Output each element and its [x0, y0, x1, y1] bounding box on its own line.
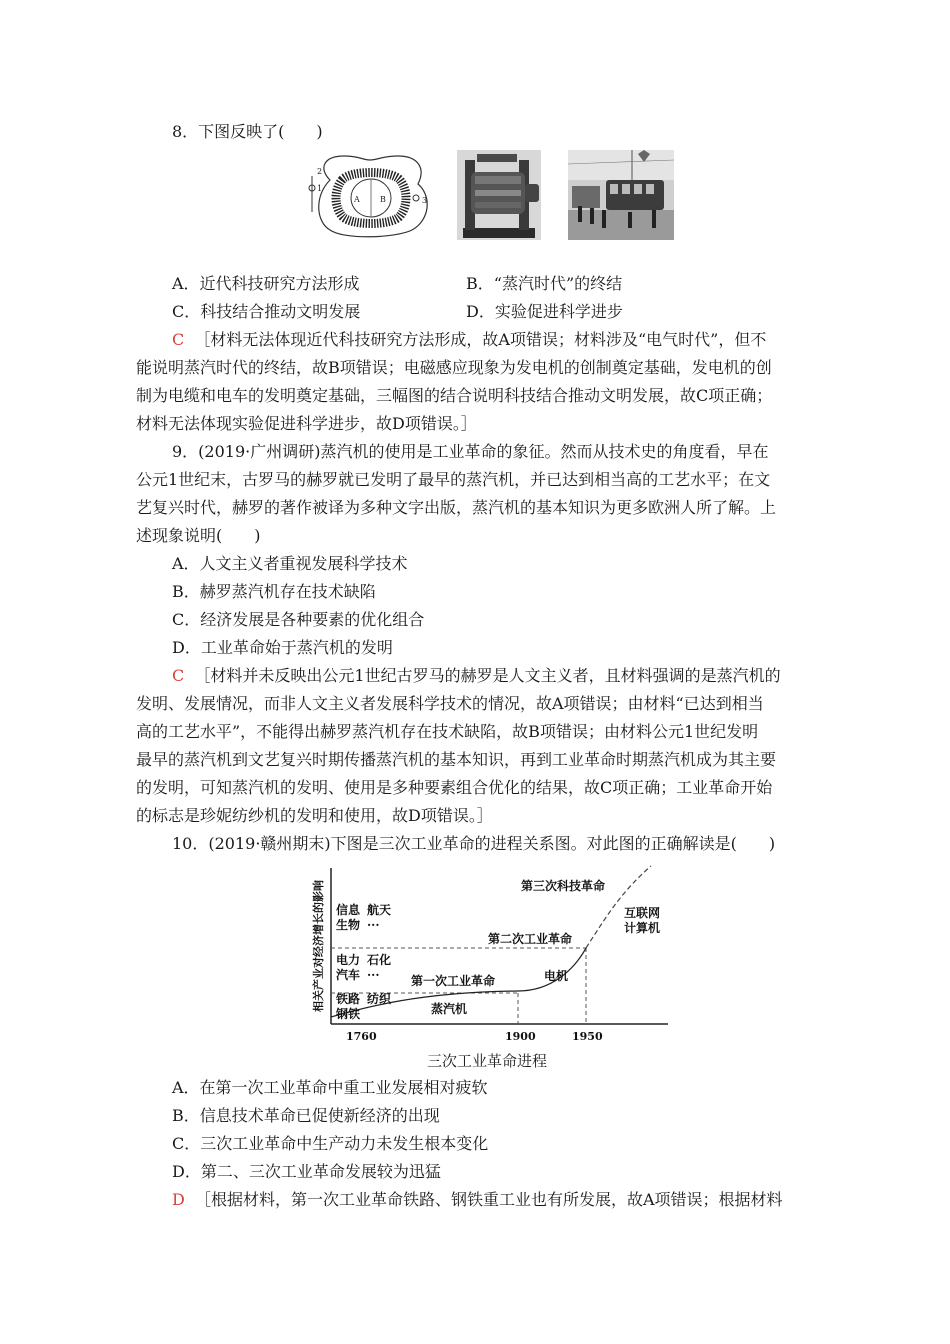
q8-explanation-3: 制为电缆和电车的发明奠定基础，三幅图的结合说明科技结合推动文明发展，故C项正确； — [136, 386, 773, 405]
coil-2-label: 2 — [317, 167, 323, 176]
q9-answer-line — [172, 665, 781, 687]
x-tick-1950: 1950 — [572, 1030, 603, 1043]
industry-2-ellipsis: ··· — [367, 968, 380, 982]
q9-explanation-4: 最早的蒸汽机到文艺复兴时期传播蒸汽机的基本知识，再到工业革命时期蒸汽机成为其主要 — [136, 750, 777, 769]
third-revolution-label: 第三次科技革命 — [521, 879, 606, 893]
q10-answer: D — [172, 1190, 185, 1209]
industry-automobile: 汽车 — [336, 968, 361, 982]
steam-engine-label: 蒸汽机 — [431, 1002, 468, 1016]
q9-option-c: C．经济发展是各种要素的优化组合 — [172, 610, 425, 629]
q8-option-b: B．“蒸汽时代”的终结 — [466, 274, 623, 293]
q9-explanation-1: ［材料并未反映出公元1世纪古罗马的赫罗是人文主义者，且材料强调的是蒸汽机的 — [194, 666, 781, 685]
q8-explanation-4: 材料无法体现实验促进科学进步，故D项错误。］ — [136, 414, 477, 433]
internet-label: 互联网 — [624, 906, 661, 920]
computer-label: 计算机 — [624, 921, 661, 935]
q10-option-d: D．第二、三次工业革命发展较为迅猛 — [172, 1162, 441, 1181]
industry-steel: 钢铁 — [336, 1007, 361, 1021]
q10-answer-line — [172, 1189, 783, 1211]
q8-explanation-1: ［材料无法体现近代科技研究方法形成，故A项错误；材料涉及“电气时代”，但不 — [194, 330, 767, 349]
q9-stem-2: 公元1世纪末，古罗马的赫罗就已发明了最早的蒸汽机，并已达到相当高的工艺水平；在文 — [136, 470, 771, 489]
q9-option-a: A．人文主义者重视发展科学技术 — [172, 554, 408, 573]
q9-explanation-6: 的标志是珍妮纺纱机的发明和使用，故D项错误。］ — [136, 806, 493, 825]
y-axis-label: 相关产业对经济增长的影响 — [312, 880, 325, 1012]
industry-3-ellipsis: ··· — [367, 918, 380, 932]
q9-stem-1: 9．(2019·广州调研)蒸汽机的使用是工业革命的象征。然而从技术史的角度看，早在 — [172, 442, 769, 461]
q8-answer: C — [172, 330, 185, 349]
chart-caption: 三次工业革命进程 — [427, 1052, 548, 1070]
industrial-revolution-chart — [306, 862, 680, 1048]
q8-option-d: D．实验促进科学进步 — [466, 302, 623, 321]
q8-explanation-2: 能说明蒸汽时代的终结，故B项错误；电磁感应现象为发电机的创制奠定基础，发电机的创 — [136, 358, 772, 377]
q9-stem-4: 述现象说明( ) — [136, 526, 261, 545]
core-b-label: B — [380, 195, 386, 204]
q10-stem: 10．(2019·赣州期末)下图是三次工业革命的进程关系图。对此图的正确解读是( ) — [172, 834, 776, 853]
q10-option-c: C．三次工业革命中生产动力未发生根本变化 — [172, 1134, 489, 1153]
industry-petrochemical: 石化 — [367, 953, 392, 967]
industry-electric-power: 电力 — [336, 953, 361, 967]
industry-aerospace: 航天 — [367, 903, 392, 917]
q9-explanation-5: 的发明，可知蒸汽机的发明、使用是多种要素组合优化的结果，故C项正确；工业革命开始 — [136, 778, 773, 797]
industry-railway: 铁路 — [336, 992, 361, 1006]
q9-option-b: B．赫罗蒸汽机存在技术缺陷 — [172, 582, 376, 601]
q9-option-d: D．工业革命始于蒸汽机的发明 — [172, 638, 393, 657]
q10-option-a: A．在第一次工业革命中重工业发展相对疲软 — [172, 1078, 488, 1097]
x-tick-1760: 1760 — [346, 1030, 377, 1043]
q8-stem: 8．下图反映了( ) — [172, 122, 323, 141]
first-revolution-label: 第一次工业革命 — [411, 974, 496, 988]
x-tick-1900: 1900 — [505, 1030, 536, 1043]
electric-motor-label: 电机 — [544, 969, 569, 983]
q9-answer: C — [172, 666, 185, 685]
q9-explanation-2: 发明、发展情况，而非人文主义者发展科学技术的情况，故A项错误；由材料“已达到相当 — [136, 694, 764, 713]
industry-textile: 纺织 — [367, 992, 392, 1006]
second-revolution-label: 第二次工业革命 — [488, 932, 573, 946]
q10-explanation-1: ［根据材料，第一次工业革命铁路、钢铁重工业也有所发展，故A项错误；根据材料 — [195, 1190, 783, 1209]
industry-information: 信息 — [336, 903, 361, 917]
coil-1-label: 1 — [317, 184, 323, 193]
core-a-label: A — [354, 195, 360, 204]
industry-biotech: 生物 — [336, 918, 361, 932]
q9-stem-3: 艺复兴时代，赫罗的著作被译为多种文字出版，蒸汽机的基本知识为更多欧洲人所了解。上 — [136, 498, 777, 517]
q10-option-b: B．信息技术革命已促使新经济的出现 — [172, 1106, 440, 1125]
q8-option-c: C．科技结合推动文明发展 — [172, 302, 361, 321]
q8-option-a: A．近代科技研究方法形成 — [172, 274, 360, 293]
coil-3-label: 3 — [422, 196, 428, 205]
q9-explanation-3: 高的工艺水平”，不能得出赫罗蒸汽机存在技术缺陷，故B项错误；由材料公元1世纪发明 — [136, 722, 759, 741]
q8-answer-line — [172, 329, 766, 351]
generator-photo — [457, 150, 541, 240]
electromagnetic-induction-figure — [304, 150, 438, 242]
tram-street-photo — [568, 150, 674, 240]
